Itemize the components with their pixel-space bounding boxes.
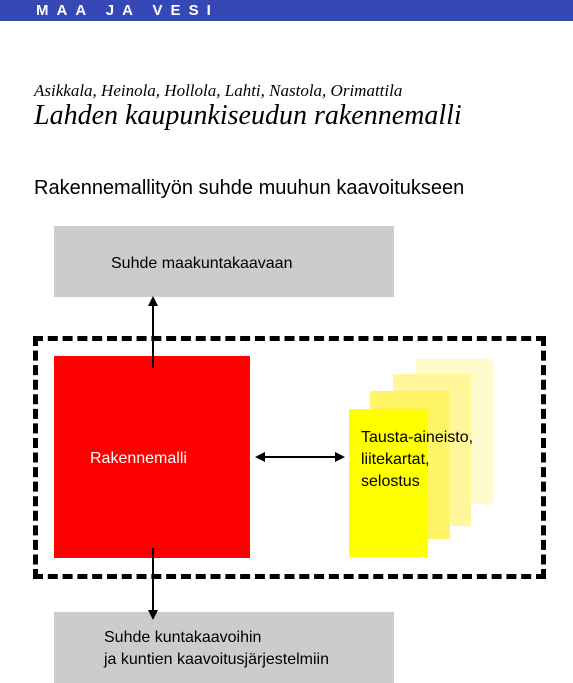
arrow-up-head: [148, 296, 158, 306]
diagram-subtitle: Rakennemallityön suhde muuhun kaavoitukseen: [34, 177, 465, 199]
background-material-line-2: liitekartat,: [361, 451, 430, 468]
banner-text: MAA JA VESI: [36, 2, 219, 19]
page-title: Lahden kaupunkiseudun rakennemalli: [34, 100, 462, 131]
background-material-line-1: Tausta-aineisto,: [361, 429, 474, 446]
regional-plan-label: Suhde maakuntakaavaan: [111, 255, 293, 272]
municipalities-line: Asikkala, Heinola, Hollola, Lahti, Nastola, Orimattila: [34, 81, 403, 100]
background-material-line-3: selostus: [361, 473, 420, 490]
arrow-double-left-head: [255, 452, 265, 462]
arrow-down-head: [148, 610, 158, 620]
municipal-plans-line-1: Suhde kuntakaavoihin: [104, 629, 262, 646]
municipal-plans-line-2: ja kuntien kaavoitusjärjestelmiin: [104, 651, 329, 668]
structure-model-label: Rakennemalli: [90, 450, 187, 467]
arrow-double-right-head: [335, 452, 345, 462]
